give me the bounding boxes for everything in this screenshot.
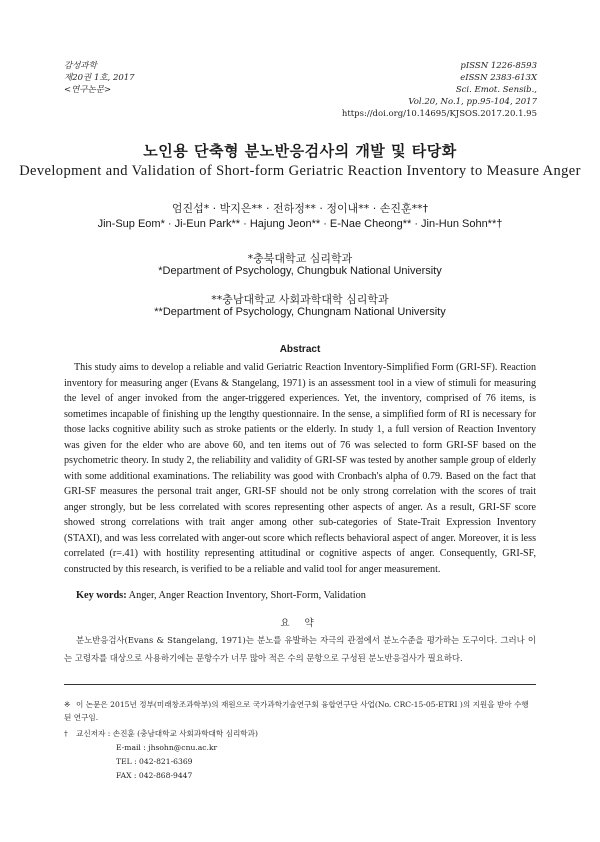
contact-email[interactable]: E-mail : jhsohn@cnu.ac.kr — [116, 743, 218, 752]
funding-footnote — [64, 698, 536, 724]
footnote-mark: ※ — [64, 700, 71, 709]
footnote-text: 이 논문은 2015년 정부(미래창조과학부)의 재원으로 국가과학기술연구회 융합연구단 사업(No. CRC-15-05-ETRI )의 지원을 받아 수행된 연구임. — [64, 700, 529, 722]
footnote-mark: † — [64, 729, 68, 738]
korean-summary-body: 분노반응검사(Evans & Stangelang, 1971)는 분노를 유발하는 자극의 관점에서 분노수준을 평가하는 도구이다. 그러나 이는 고령자를 대상으로 사용하기에는 문항수가 너무 많아 적은 수의 문항으로 구성된 분노반응검사가 필요하다. — [64, 635, 536, 663]
keywords-list: Anger, Anger Reaction Inventory, Short-Form, Validation — [128, 590, 366, 601]
affiliation-1-english: *Department of Psychology, Chungbuk National University — [158, 265, 442, 277]
abstract-body: This study aims to develop a reliable and valid Geriatric Reaction Inventory-Simplified Form (GRI-SF). Reaction inventory for measuring anger (Evans & Stangelang, 1971) is an assessment tool in a view of stimuli for measuring the level of anger invoked from the anger-triggered experiences. Yet, the inventory, comprised of 76 items, is sometimes incapable of finishing up the lengthy questionnaire. In the sense, a simplified form of RI is necessary for those lacks cognitive ability such as stroke patients or the elderly. In study 1, a full version of Reaction Inventory was given for the elder who are above 60, and ten items out of 76 was selected to form GRI-SF based on the psychometric theory. In study 2, the reliability and validity of GRI-SF was tested by another sample group of elderly with some additional examinations. The reliability was good with Cronbach's alpha of 0.79. Based on the fact that GRI-SF measures the personal trait anger, GRI-SF should not be only strong correlation with the scores of trait anger strongly, but be less correlated with scores representing other aspects of anger. As a result, GRI-SF score showed strong correlations with trait anger among other sub-categories of State-Trait Expression Inventory (STAXI), and was less correlated with anger-out score which reflects behavioral aspect of anger. Moreover, it is less correlated (r=.41) with hostility representing attitudinal or cognitive aspects of anger. Consequently, GRI-SF, constructed by this research, is verified to be a reliable and valid tool for anger measurement. — [64, 362, 536, 575]
title-korean: 노인용 단축형 분노반응검사의 개발 및 타당화 — [143, 142, 457, 160]
journal-volume: 제20권 1호, 2017 — [64, 73, 135, 83]
footnote-divider — [64, 684, 536, 685]
pissn: pISSN 1226-8593 — [460, 61, 537, 71]
keywords-label: Key words: — [76, 590, 127, 601]
footnote-text: 교신저자 : 손진훈 (충남대학교 사회과학대학 심리학과) — [76, 729, 258, 738]
doi-link[interactable]: https://doi.org/10.14695/KJSOS.2017.20.1.95 — [341, 109, 537, 119]
corresponding-author-footnote — [64, 727, 536, 740]
affiliation-2-korean: **충남대학교 사회과학대학 심리학과 — [211, 293, 389, 306]
korean-summary-heading: 요 약 — [280, 618, 320, 629]
contact-fax: FAX : 042-868-9447 — [116, 771, 193, 780]
affiliation-2-english: **Department of Psychology, Chungnam National University — [154, 306, 446, 318]
keywords — [76, 590, 366, 601]
journal-header-right — [342, 60, 537, 120]
volume-pages: Vol.20, No.1, pp.95-104, 2017 — [408, 97, 537, 107]
journal-abbrev: Sci. Emot. Sensib., — [455, 85, 537, 95]
authors-english: Jin-Sup Eom* · Ji-Eun Park** · Hajung Jeon** · E-Nae Cheong** · Jin-Hun Sohn**† — [97, 218, 503, 230]
abstract-heading: Abstract — [279, 344, 321, 355]
title-english: Development and Validation of Short-form Geriatric Reaction Inventory to Measure Anger — [19, 163, 581, 179]
article-type: <연구논문> — [64, 85, 112, 95]
journal-name: 감성과학 — [64, 61, 97, 71]
affiliation-1-korean: *충북대학교 심리학과 — [247, 252, 353, 265]
contact-phone: TEL : 042-821-6369 — [116, 757, 193, 766]
authors-korean: 엄진섭* · 박지은** · 전하정** · 정이내** · 손진훈**† — [171, 202, 429, 215]
eissn: eISSN 2383-613X — [460, 73, 537, 83]
journal-header-left — [64, 60, 135, 96]
